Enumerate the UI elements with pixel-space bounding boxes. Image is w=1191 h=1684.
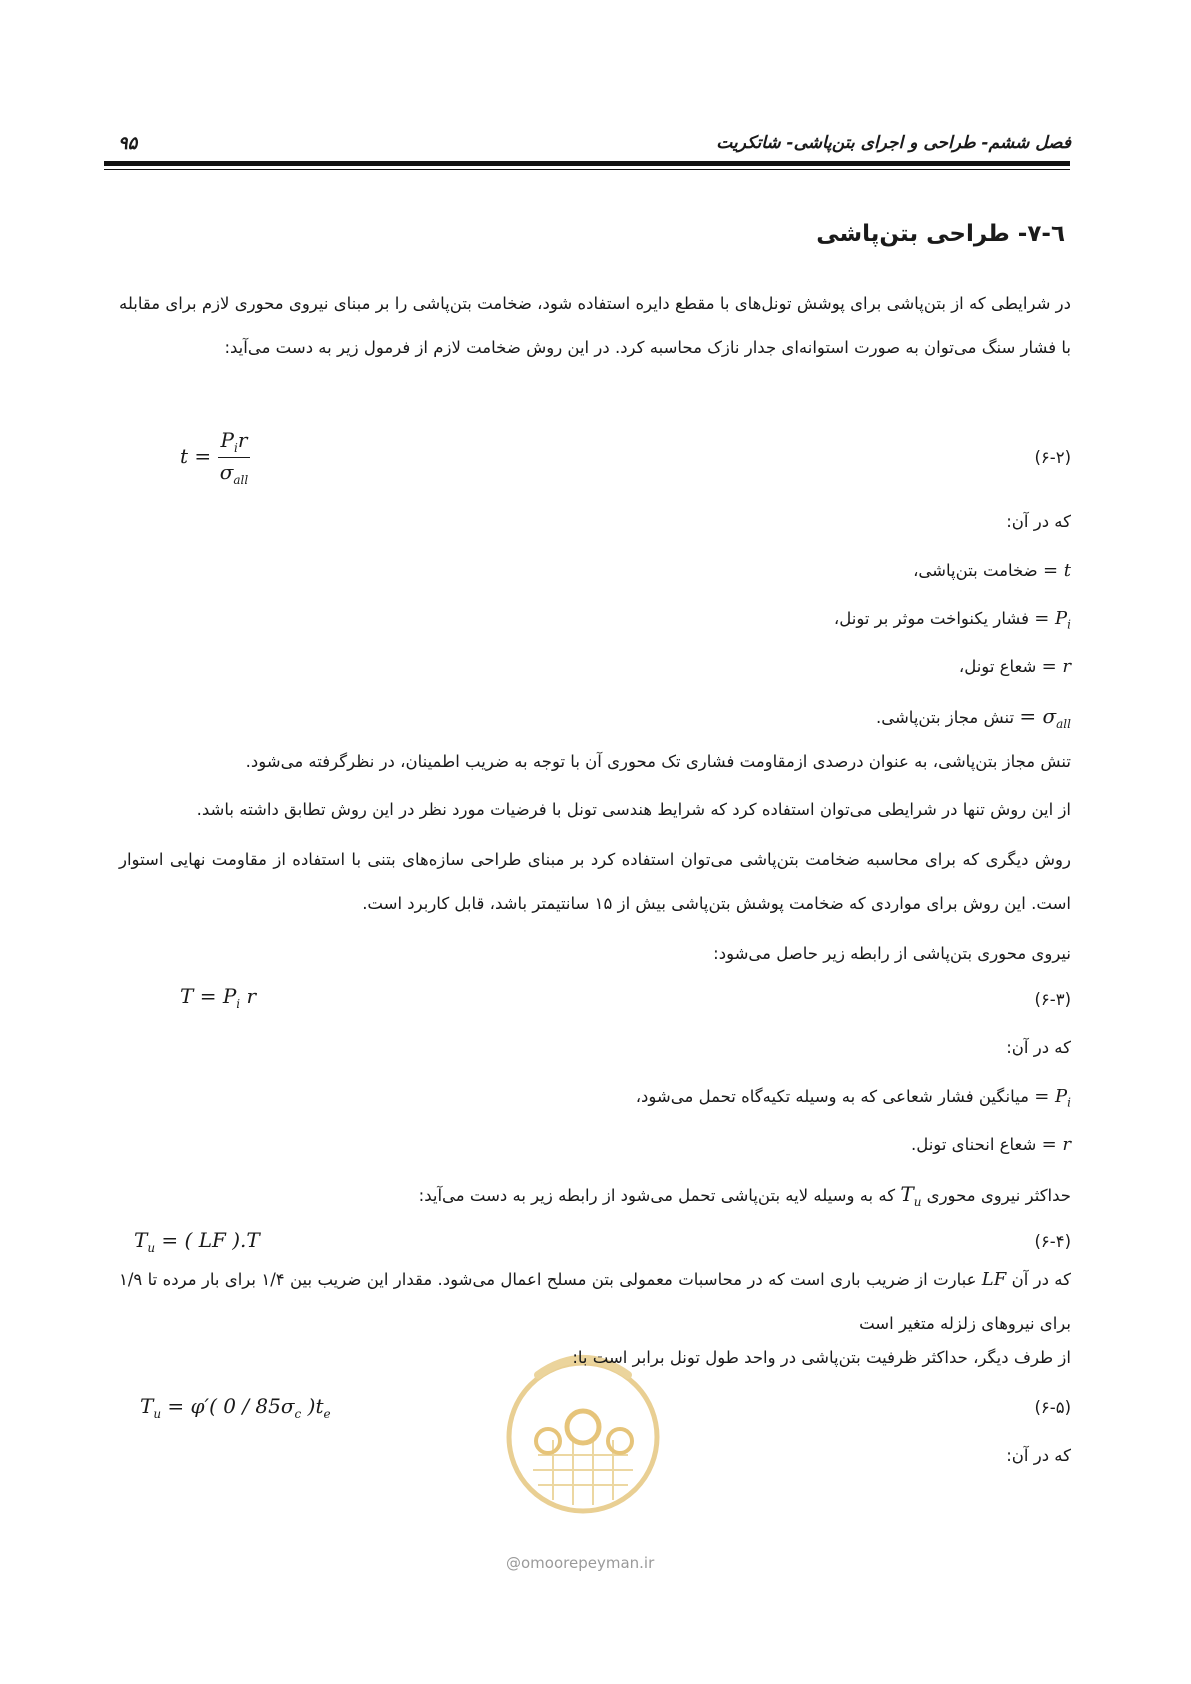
- paragraph-intro: در شرایطی که از بتن‌پاشی برای پوشش تونل‌های با مقطع دایره استفاده شود، ضخامت بتن‌پاشی را بر مبنای نیروی محوری لازم برای مقابله با فشار سنگ می‌توان به صورت استوانه‌ای جدار نازک محاسبه کرد. در این روش ضخامت لازم از فرمول زیر به دست می‌آید:: [119, 294, 1071, 357]
- equation-6-2: t = $\frac{P_ir}{\sigma_{all}}$: [180, 428, 250, 487]
- definition-r-curvature: r = شعاع انحنای تونل.: [910, 1134, 1071, 1155]
- equation-number-6-5: (۶-۵): [1034, 1398, 1071, 1417]
- chapter-title: فصل ششم- طراحی و اجرای بتن‌پاشی- شاتکریت: [716, 133, 1071, 153]
- header-rule-thin: [104, 169, 1070, 170]
- paragraph-load-factor: که در آن LF عبارت از ضریب باری است که در محاسبات معمولی بتن مسلح اعمال می‌شود. مقدار این ضریب بین ۱/۴ برای بار مرده تا ۱/۹ برای نیروهای زلزله متغیر است: [119, 1269, 1071, 1333]
- equation-number-6-3: (۶-۳): [1034, 990, 1071, 1009]
- where-label-2: که در آن:: [1006, 1038, 1071, 1057]
- header-rule: [104, 161, 1070, 166]
- paragraph-allowable-stress: تنش مجاز بتن‌پاشی، به عنوان درصدی ازمقاومت فشاری تک محوری آن با توجه به ضریب اطمینان، در نظرگرفته می‌شود.: [245, 752, 1071, 771]
- definition-r: r = شعاع تونل،: [958, 656, 1071, 677]
- page-number: ۹۵: [118, 133, 138, 154]
- definition-sigma-all: $\sigma_{all}$ = تنش مجاز بتن‌پاشی.: [875, 704, 1071, 731]
- definition-t: t = ضخامت بتن‌پاشی،: [913, 560, 1071, 581]
- where-label: که در آن:: [1006, 512, 1071, 531]
- equation-6-5: $T_u = \varphi'$( $0 / 85\sigma_c$ )$t_e$: [140, 1394, 331, 1421]
- paragraph-applicability: از این روش تنها در شرایطی می‌توان استفاده کرد که شرایط هندسی تونل با فرضیات مورد نظر در این روش تطابق داشته باشد.: [196, 800, 1071, 819]
- equation-6-4: $T_u$ = ( LF ).T: [134, 1228, 260, 1255]
- watermark-logo-icon: [498, 1345, 668, 1515]
- section-title: ٦-٧- طراحی بتن‌پاشی: [816, 221, 1065, 247]
- paragraph-max-force: حداکثر نیروی محوری $T_u$ که به وسیله لایه بتن‌پاشی تحمل می‌شود از رابطه زیر به دست می‌آید:: [418, 1182, 1071, 1209]
- equation-number-6-4: (۶-۴): [1034, 1232, 1071, 1251]
- paragraph-capacity: از طرف دیگر، حداکثر ظرفیت بتن‌پاشی در واحد طول تونل برابر است با:: [572, 1348, 1071, 1367]
- definition-pi: $P_i$ = فشار یکنواخت موثر بر تونل،: [833, 608, 1071, 632]
- paragraph-axial-force: نیروی محوری بتن‌پاشی از رابطه زیر حاصل می‌شود:: [713, 944, 1071, 963]
- watermark-text: @omoorepeyman.ir: [506, 1554, 655, 1572]
- definition-pi-mean: $P_i$ = میانگین فشار شعاعی که به وسیله تکیه‌گاه تحمل می‌شود،: [635, 1086, 1071, 1110]
- where-label-3: که در آن:: [1006, 1446, 1071, 1465]
- equation-6-3: $T = P_i$ r: [180, 984, 257, 1011]
- paragraph-other-method: روش دیگری که برای محاسبه ضخامت بتن‌پاشی می‌توان استفاده کرد بر مبنای طراحی سازه‌های بتنی با استفاده از مقاومت نهایی استوار است. این روش برای مواردی که ضخامت پوشش بتن‌پاشی بیش از ۱۵ سانتیمتر باشد، قابل کاربرد است.: [119, 850, 1071, 913]
- equation-number-6-2: (۶-۲): [1034, 448, 1071, 467]
